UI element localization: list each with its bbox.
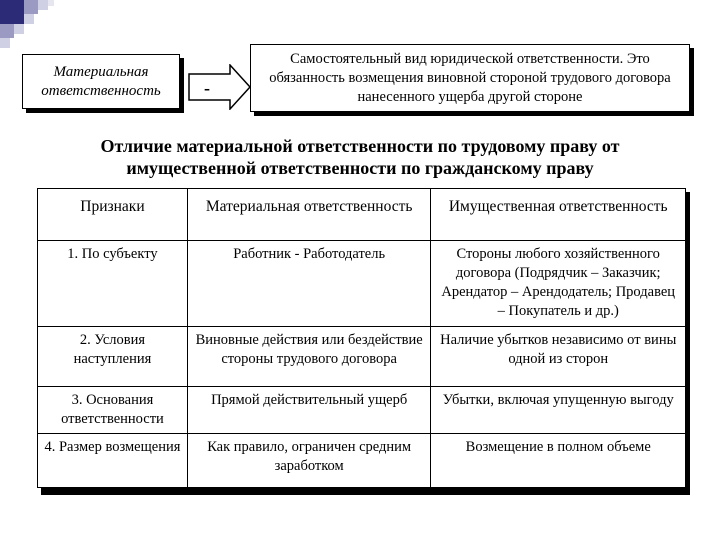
cell-property: Наличие убытков независимо от вины одной из сторон bbox=[431, 327, 686, 387]
cell-feature: 2. Условия наступления bbox=[38, 327, 188, 387]
comparison-table bbox=[37, 188, 686, 488]
deco-square bbox=[0, 24, 14, 38]
definition-box bbox=[250, 44, 690, 112]
header-feature: Признаки bbox=[38, 189, 188, 241]
cell-feature: 1. По субъекту bbox=[38, 241, 188, 327]
deco-square bbox=[24, 0, 38, 14]
cell-feature: 3. Основания ответственности bbox=[38, 387, 188, 434]
cell-material: Прямой действительный ущерб bbox=[187, 387, 431, 434]
deco-square bbox=[0, 0, 24, 24]
table-header-row bbox=[38, 189, 686, 241]
left-box-label: Материальная ответственность bbox=[41, 63, 161, 99]
table-row bbox=[38, 434, 686, 488]
header-property: Имущественная ответственность bbox=[431, 189, 686, 241]
cell-material: Виновные действия или бездействие стороны трудового договора bbox=[187, 327, 431, 387]
definition-text: Самостоятельный вид юридической ответственности. Это обязанность возмещения виновной стороной трудового договора нанесенного ущерба другой стороне bbox=[269, 50, 671, 105]
deco-square bbox=[24, 14, 34, 24]
comparison-heading: Отличие материальной ответственности по трудовому праву от имущественной ответственности по гражданскому праву bbox=[100, 136, 620, 178]
cell-property: Стороны любого хозяйственного договора (Подрядчик – Заказчик; Арендатор – Арендодатель; Продавец – Покупатель и др.) bbox=[431, 241, 686, 327]
cell-material: Как правило, ограничен средним заработком bbox=[187, 434, 431, 488]
table-row bbox=[38, 327, 686, 387]
deco-square bbox=[38, 0, 48, 10]
cell-property: Возмещение в полном объеме bbox=[431, 434, 686, 488]
material-responsibility-box bbox=[22, 54, 180, 109]
header-material: Материальная ответственность bbox=[187, 189, 431, 241]
cell-property: Убытки, включая упущенную выгоду bbox=[431, 387, 686, 434]
cell-material: Работник - Работодатель bbox=[187, 241, 431, 327]
deco-square bbox=[0, 38, 10, 48]
arrow-right-icon bbox=[188, 64, 252, 110]
table-row bbox=[38, 387, 686, 434]
arrow-label: - bbox=[204, 78, 210, 98]
cell-feature: 4. Размер возмещения bbox=[38, 434, 188, 488]
deco-square bbox=[14, 24, 24, 34]
deco-square bbox=[48, 0, 54, 6]
table-row bbox=[38, 241, 686, 327]
